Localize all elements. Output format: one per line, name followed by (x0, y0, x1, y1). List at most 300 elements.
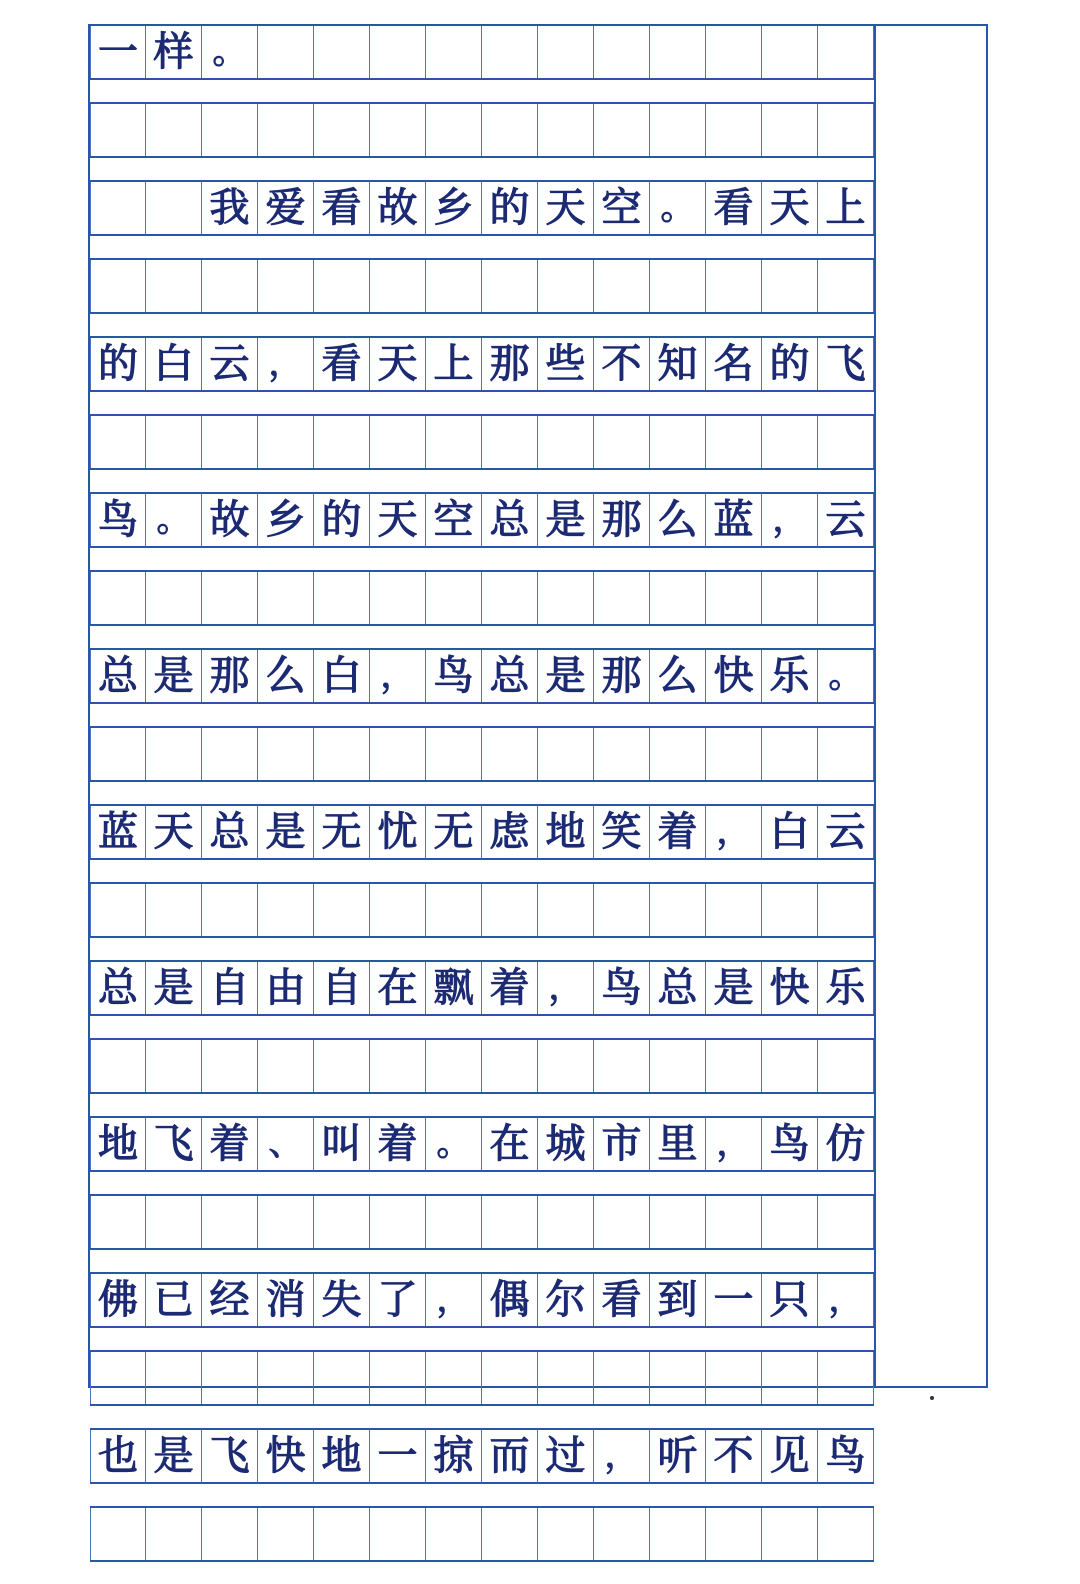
empty-cell (818, 884, 874, 936)
empty-cell (258, 26, 314, 78)
grid-line-7 (90, 960, 874, 1016)
empty-cell (538, 416, 594, 468)
empty-cell (650, 260, 706, 312)
empty-cell (482, 728, 538, 780)
character-cell: ， (538, 962, 594, 1014)
empty-cell (314, 884, 370, 936)
character-cell: 自 (314, 962, 370, 1014)
character-cell: 天 (538, 182, 594, 234)
character-cell: ， (762, 494, 818, 546)
empty-cell (706, 1196, 762, 1248)
empty-cell (706, 1040, 762, 1092)
grid-line-2 (90, 180, 874, 236)
empty-cell (370, 728, 426, 780)
blank-grid-line (90, 1038, 874, 1094)
character-cell: 虑 (482, 806, 538, 858)
blank-grid-line (90, 102, 874, 158)
character-cell: 天 (146, 806, 202, 858)
character-cell: 飞 (146, 1118, 202, 1170)
empty-cell (314, 728, 370, 780)
empty-cell (482, 1352, 538, 1404)
character-cell: 。 (202, 26, 258, 78)
character-cell: 。 (818, 650, 874, 702)
character-cell: 无 (314, 806, 370, 858)
empty-cell (762, 416, 818, 468)
empty-cell (650, 1196, 706, 1248)
character-cell: 知 (650, 338, 706, 390)
character-cell: 白 (314, 650, 370, 702)
empty-cell (706, 1508, 762, 1560)
empty-cell (818, 1040, 874, 1092)
empty-cell (370, 884, 426, 936)
character-cell: 飞 (202, 1430, 258, 1482)
empty-cell (706, 26, 762, 78)
character-cell: 我 (202, 182, 258, 234)
empty-cell (594, 104, 650, 156)
empty-cell (650, 1352, 706, 1404)
empty-cell (370, 1040, 426, 1092)
blank-grid-line (90, 1506, 874, 1562)
character-cell: 掠 (426, 1430, 482, 1482)
empty-cell (538, 104, 594, 156)
character-cell: 乡 (258, 494, 314, 546)
character-cell: 地 (90, 1118, 146, 1170)
character-cell: 总 (90, 650, 146, 702)
character-cell: 的 (90, 338, 146, 390)
character-cell: 那 (594, 494, 650, 546)
blank-grid-line (90, 414, 874, 470)
empty-cell (818, 26, 874, 78)
empty-cell (818, 728, 874, 780)
grid-line-4 (90, 492, 874, 548)
empty-cell (594, 1508, 650, 1560)
character-cell: 着 (650, 806, 706, 858)
character-cell: 那 (482, 338, 538, 390)
empty-cell (426, 884, 482, 936)
empty-cell (314, 1508, 370, 1560)
empty-cell (258, 1352, 314, 1404)
character-cell: 鸟 (818, 1430, 874, 1482)
character-cell: 听 (650, 1430, 706, 1482)
character-cell: 着 (370, 1118, 426, 1170)
empty-cell (146, 1196, 202, 1248)
character-cell: 鸟 (594, 962, 650, 1014)
character-cell: 总 (650, 962, 706, 1014)
empty-cell (762, 884, 818, 936)
empty-cell (202, 1040, 258, 1092)
character-cell: ， (706, 806, 762, 858)
empty-cell (650, 572, 706, 624)
empty-cell (90, 104, 146, 156)
character-cell: 而 (482, 1430, 538, 1482)
empty-cell (482, 1040, 538, 1092)
empty-cell (650, 26, 706, 78)
grid-line-8 (90, 1116, 874, 1172)
empty-cell (818, 416, 874, 468)
character-cell: 。 (426, 1118, 482, 1170)
blank-grid-line (90, 570, 874, 626)
character-cell: 消 (258, 1274, 314, 1326)
character-cell: 鸟 (762, 1118, 818, 1170)
character-cell: 云 (202, 338, 258, 390)
empty-cell (818, 104, 874, 156)
character-cell: 乐 (762, 650, 818, 702)
empty-cell (202, 728, 258, 780)
grid-line-10 (90, 1428, 874, 1484)
character-cell: 也 (90, 1430, 146, 1482)
character-cell: 名 (706, 338, 762, 390)
empty-cell (258, 1196, 314, 1248)
character-cell: 些 (538, 338, 594, 390)
empty-cell (594, 26, 650, 78)
character-cell: 样 (146, 26, 202, 78)
grid-line-3 (90, 336, 874, 392)
empty-cell (370, 1508, 426, 1560)
empty-cell (146, 884, 202, 936)
character-cell: 失 (314, 1274, 370, 1326)
empty-cell (594, 1040, 650, 1092)
blank-grid-line (90, 1350, 874, 1406)
empty-cell (370, 572, 426, 624)
character-cell: 只 (762, 1274, 818, 1326)
character-cell: 一 (706, 1274, 762, 1326)
character-cell: 无 (426, 806, 482, 858)
empty-cell (314, 1196, 370, 1248)
empty-cell (762, 728, 818, 780)
empty-cell (762, 572, 818, 624)
empty-cell (426, 416, 482, 468)
empty-cell (202, 260, 258, 312)
character-cell: 云 (818, 494, 874, 546)
character-cell: 不 (594, 338, 650, 390)
empty-cell (258, 104, 314, 156)
character-cell: 是 (706, 962, 762, 1014)
empty-cell (706, 884, 762, 936)
empty-cell (202, 1352, 258, 1404)
empty-cell (258, 1040, 314, 1092)
character-cell: 快 (258, 1430, 314, 1482)
character-cell: 白 (146, 338, 202, 390)
empty-cell (426, 104, 482, 156)
empty-cell (594, 728, 650, 780)
empty-cell (538, 26, 594, 78)
empty-cell (538, 1352, 594, 1404)
empty-cell (426, 1352, 482, 1404)
character-cell: 看 (314, 338, 370, 390)
grid-line-5 (90, 648, 874, 704)
empty-cell (258, 728, 314, 780)
character-cell: 那 (202, 650, 258, 702)
character-cell: 到 (650, 1274, 706, 1326)
character-cell: 里 (650, 1118, 706, 1170)
empty-cell (370, 104, 426, 156)
empty-cell (706, 416, 762, 468)
empty-cell (538, 1508, 594, 1560)
empty-cell (426, 1040, 482, 1092)
empty-cell (538, 1196, 594, 1248)
empty-cell (594, 416, 650, 468)
character-cell: 过 (538, 1430, 594, 1482)
empty-cell (90, 416, 146, 468)
character-cell: 在 (370, 962, 426, 1014)
empty-cell (482, 1508, 538, 1560)
character-cell: 在 (482, 1118, 538, 1170)
empty-cell (482, 884, 538, 936)
empty-cell (650, 1508, 706, 1560)
empty-cell (650, 1040, 706, 1092)
character-cell: 是 (146, 1430, 202, 1482)
blank-grid-line (90, 1194, 874, 1250)
empty-cell (762, 1196, 818, 1248)
character-cell: ， (370, 650, 426, 702)
character-cell: 看 (594, 1274, 650, 1326)
empty-cell (706, 728, 762, 780)
grid-line-9 (90, 1272, 874, 1328)
empty-cell (706, 104, 762, 156)
empty-cell (706, 260, 762, 312)
character-cell: 仿 (818, 1118, 874, 1170)
character-cell: 是 (538, 650, 594, 702)
character-cell: 快 (762, 962, 818, 1014)
empty-cell (314, 260, 370, 312)
character-cell: 上 (818, 182, 874, 234)
stray-dot (930, 1396, 934, 1400)
character-cell: 上 (426, 338, 482, 390)
character-cell: 云 (818, 806, 874, 858)
empty-cell (370, 1352, 426, 1404)
character-cell: 已 (146, 1274, 202, 1326)
empty-cell (538, 884, 594, 936)
character-cell: 偶 (482, 1274, 538, 1326)
character-cell: 天 (370, 338, 426, 390)
character-cell: 是 (538, 494, 594, 546)
empty-cell (258, 260, 314, 312)
character-cell: 空 (594, 182, 650, 234)
character-cell: 总 (202, 806, 258, 858)
empty-cell (314, 26, 370, 78)
empty-cell (90, 728, 146, 780)
character-cell: 。 (650, 182, 706, 234)
character-cell: 一 (370, 1430, 426, 1482)
empty-cell (90, 1352, 146, 1404)
character-cell: 天 (370, 494, 426, 546)
character-cell: 笑 (594, 806, 650, 858)
right-margin-line (874, 24, 876, 1388)
empty-cell (426, 260, 482, 312)
empty-cell (818, 260, 874, 312)
character-cell: 么 (258, 650, 314, 702)
empty-cell (594, 1196, 650, 1248)
empty-cell (90, 1040, 146, 1092)
character-cell: 的 (482, 182, 538, 234)
empty-cell (146, 572, 202, 624)
character-cell: 、 (258, 1118, 314, 1170)
empty-cell (202, 884, 258, 936)
empty-cell (594, 884, 650, 936)
empty-cell (426, 728, 482, 780)
empty-cell (314, 1040, 370, 1092)
empty-cell (426, 1196, 482, 1248)
empty-cell (146, 1508, 202, 1560)
empty-cell (202, 104, 258, 156)
character-cell: 蓝 (706, 494, 762, 546)
character-cell: 看 (314, 182, 370, 234)
empty-cell (146, 1352, 202, 1404)
empty-cell (762, 1352, 818, 1404)
character-cell: 乐 (818, 962, 874, 1014)
empty-cell (538, 572, 594, 624)
character-cell: 自 (202, 962, 258, 1014)
character-cell: 了 (370, 1274, 426, 1326)
character-cell: ， (258, 338, 314, 390)
empty-cell (90, 1196, 146, 1248)
empty-cell (482, 26, 538, 78)
empty-cell (594, 260, 650, 312)
empty-cell (202, 416, 258, 468)
character-cell: 空 (426, 494, 482, 546)
character-cell: 。 (146, 494, 202, 546)
empty-cell (314, 572, 370, 624)
empty-cell (370, 1196, 426, 1248)
empty-cell (90, 1508, 146, 1560)
character-cell: 是 (146, 962, 202, 1014)
empty-cell (202, 1196, 258, 1248)
empty-cell (762, 104, 818, 156)
character-cell: 城 (538, 1118, 594, 1170)
empty-cell (482, 572, 538, 624)
character-cell: 总 (90, 962, 146, 1014)
empty-cell (762, 1508, 818, 1560)
character-cell: 的 (762, 338, 818, 390)
character-cell: 佛 (90, 1274, 146, 1326)
empty-cell (762, 26, 818, 78)
empty-cell (818, 1196, 874, 1248)
empty-cell (482, 104, 538, 156)
empty-cell (538, 1040, 594, 1092)
empty-cell (146, 416, 202, 468)
character-grid (90, 24, 874, 1584)
character-cell: 叫 (314, 1118, 370, 1170)
empty-cell (538, 728, 594, 780)
character-cell: 故 (370, 182, 426, 234)
character-cell: 忧 (370, 806, 426, 858)
empty-cell (370, 416, 426, 468)
character-cell: ， (818, 1274, 874, 1326)
character-cell: 蓝 (90, 806, 146, 858)
empty-cell (818, 1508, 874, 1560)
character-cell: 总 (482, 650, 538, 702)
empty-cell (650, 104, 706, 156)
empty-cell (706, 1352, 762, 1404)
empty-cell (426, 1508, 482, 1560)
empty-cell (650, 416, 706, 468)
character-cell: 由 (258, 962, 314, 1014)
empty-cell (146, 1040, 202, 1092)
empty-cell (258, 572, 314, 624)
character-cell: 是 (146, 650, 202, 702)
empty-cell (370, 260, 426, 312)
character-cell: 是 (258, 806, 314, 858)
empty-cell (762, 260, 818, 312)
empty-cell (426, 26, 482, 78)
character-cell: 白 (762, 806, 818, 858)
character-cell: 么 (650, 494, 706, 546)
character-cell: 看 (706, 182, 762, 234)
empty-cell (258, 884, 314, 936)
empty-cell (818, 1352, 874, 1404)
character-cell: 的 (314, 494, 370, 546)
blank-grid-line (90, 726, 874, 782)
character-cell: 飞 (818, 338, 874, 390)
character-cell: 鸟 (90, 494, 146, 546)
character-cell: 故 (202, 494, 258, 546)
character-cell: ， (426, 1274, 482, 1326)
character-cell: 着 (202, 1118, 258, 1170)
character-cell: 尔 (538, 1274, 594, 1326)
empty-cell (146, 104, 202, 156)
grid-line-6 (90, 804, 874, 860)
empty-cell (538, 260, 594, 312)
character-cell: 鸟 (426, 650, 482, 702)
character-cell: 飘 (426, 962, 482, 1014)
character-cell: 地 (314, 1430, 370, 1482)
empty-cell (146, 182, 202, 234)
empty-cell (482, 1196, 538, 1248)
empty-cell (258, 416, 314, 468)
empty-cell (650, 884, 706, 936)
empty-cell (202, 1508, 258, 1560)
blank-grid-line (90, 882, 874, 938)
character-cell: ， (706, 1118, 762, 1170)
character-cell: 快 (706, 650, 762, 702)
character-cell: 爱 (258, 182, 314, 234)
empty-cell (594, 572, 650, 624)
blank-grid-line (90, 258, 874, 314)
character-cell: 不 (706, 1430, 762, 1482)
empty-cell (706, 572, 762, 624)
character-cell: 总 (482, 494, 538, 546)
character-cell: 地 (538, 806, 594, 858)
character-cell: 乡 (426, 182, 482, 234)
empty-cell (594, 1352, 650, 1404)
empty-cell (650, 728, 706, 780)
empty-cell (90, 182, 146, 234)
empty-cell (314, 104, 370, 156)
empty-cell (90, 884, 146, 936)
empty-cell (762, 1040, 818, 1092)
empty-cell (426, 572, 482, 624)
empty-cell (370, 26, 426, 78)
character-cell: 市 (594, 1118, 650, 1170)
empty-cell (90, 572, 146, 624)
character-cell: 么 (650, 650, 706, 702)
character-cell: 见 (762, 1430, 818, 1482)
character-cell: 那 (594, 650, 650, 702)
empty-cell (314, 1352, 370, 1404)
empty-cell (146, 260, 202, 312)
grid-line-1 (90, 24, 874, 80)
character-cell: 天 (762, 182, 818, 234)
empty-cell (90, 260, 146, 312)
character-cell: 着 (482, 962, 538, 1014)
empty-cell (258, 1508, 314, 1560)
empty-cell (314, 416, 370, 468)
empty-cell (202, 572, 258, 624)
character-cell: 经 (202, 1274, 258, 1326)
character-cell: 一 (90, 26, 146, 78)
empty-cell (146, 728, 202, 780)
character-cell: ， (594, 1430, 650, 1482)
